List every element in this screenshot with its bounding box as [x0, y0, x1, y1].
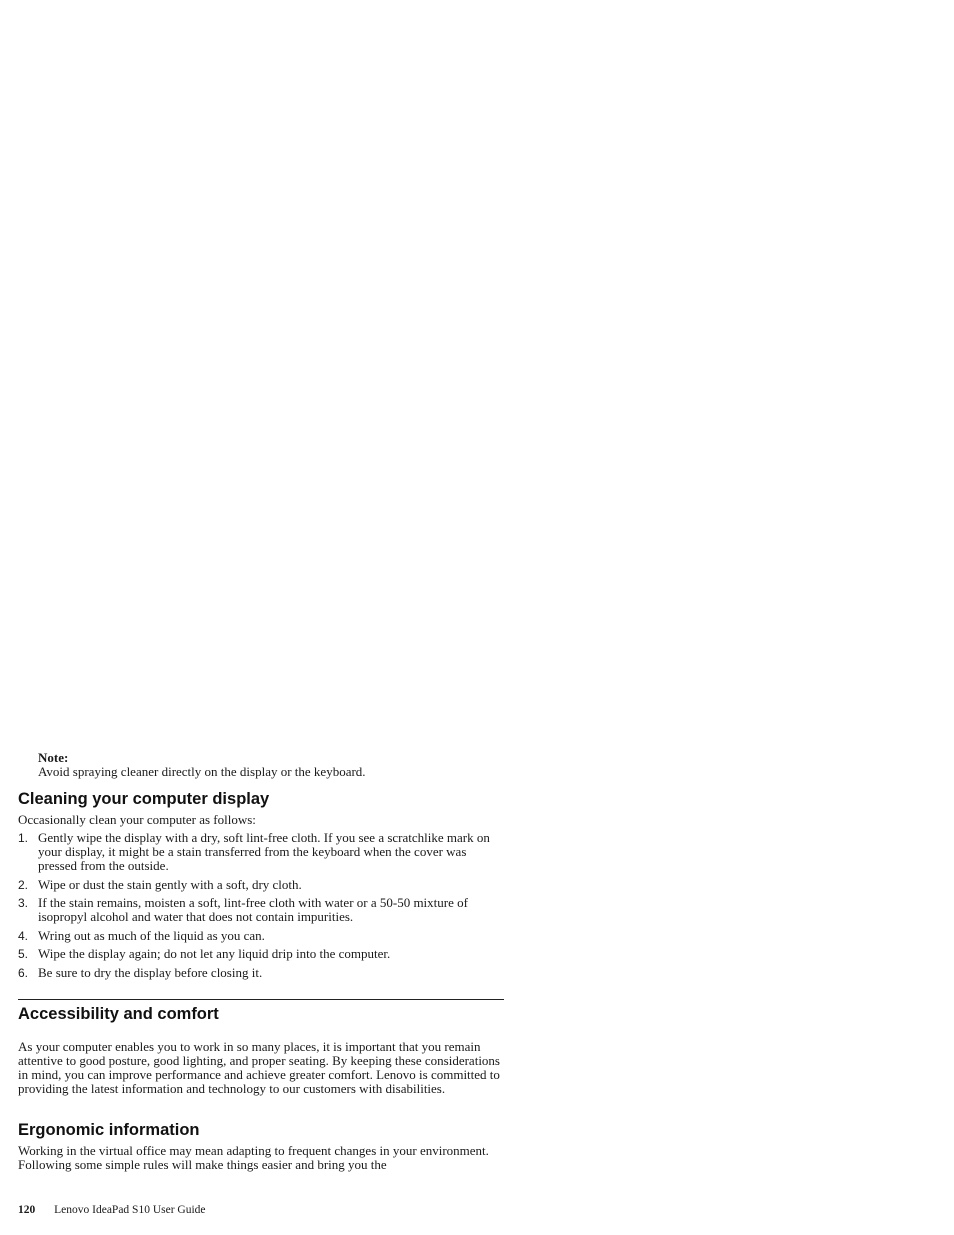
step-number: 1.	[18, 831, 29, 845]
ergonomic-paragraph: Working in the virtual office may mean adapting to frequent changes in your environment. Following some simple rules will make things easier and bring you the	[18, 1143, 489, 1172]
book-title: Lenovo IdeaPad S10 User Guide	[54, 1204, 206, 1216]
step-text: Wipe or dust the stain gently with a soft, dry cloth.	[38, 876, 302, 892]
step-text: Gently wipe the display with a dry, soft lint-free cloth. If you see a scratchlike mark on your display, it might be a stain transferred from the keyboard when the cover was pressed from the outside.	[38, 830, 490, 873]
list-item	[18, 878, 504, 892]
list-item	[18, 966, 504, 980]
ergonomic-heading: Ergonomic information	[18, 1121, 200, 1139]
cleaning-intro: Occasionally clean your computer as follows:	[18, 812, 256, 827]
page-number: 120	[18, 1204, 36, 1216]
step-number: 5.	[18, 947, 29, 962]
step-number: 2.	[18, 877, 29, 892]
list-item	[18, 929, 504, 943]
step-number: 3.	[18, 896, 29, 911]
list-item	[18, 947, 504, 961]
list-item	[18, 831, 504, 873]
step-number: 6.	[18, 965, 29, 980]
page-footer	[18, 1203, 206, 1217]
note-block	[38, 751, 508, 779]
list-item	[18, 896, 504, 924]
accessibility-paragraph: As your computer enables you to work in so many places, it is important that you remain attentive to good posture, good lighting, and proper seating. By keeping these considerations in mind, you can improve performance and achieve greater comfort. Lenovo is committed to providing the latest information and technology to our customers with disabilities.	[18, 1039, 500, 1096]
note-label: Note:	[38, 750, 69, 765]
accessibility-heading: Accessibility and comfort	[18, 1005, 219, 1023]
step-text: Wipe the display again; do not let any liquid drip into the computer.	[38, 946, 391, 962]
step-number: 4.	[18, 928, 29, 943]
section-divider	[18, 999, 504, 1000]
step-text: If the stain remains, moisten a soft, lint-free cloth with water or a 50-50 mixture of isopropyl alcohol and water that does not contain impurities.	[38, 895, 468, 925]
cleaning-steps-list	[18, 831, 504, 985]
note-text: Avoid spraying cleaner directly on the display or the keyboard.	[38, 764, 366, 779]
cleaning-display-heading: Cleaning your computer display	[18, 790, 270, 808]
step-text: Wring out as much of the liquid as you can.	[38, 927, 265, 943]
step-text: Be sure to dry the display before closing it.	[38, 964, 263, 980]
